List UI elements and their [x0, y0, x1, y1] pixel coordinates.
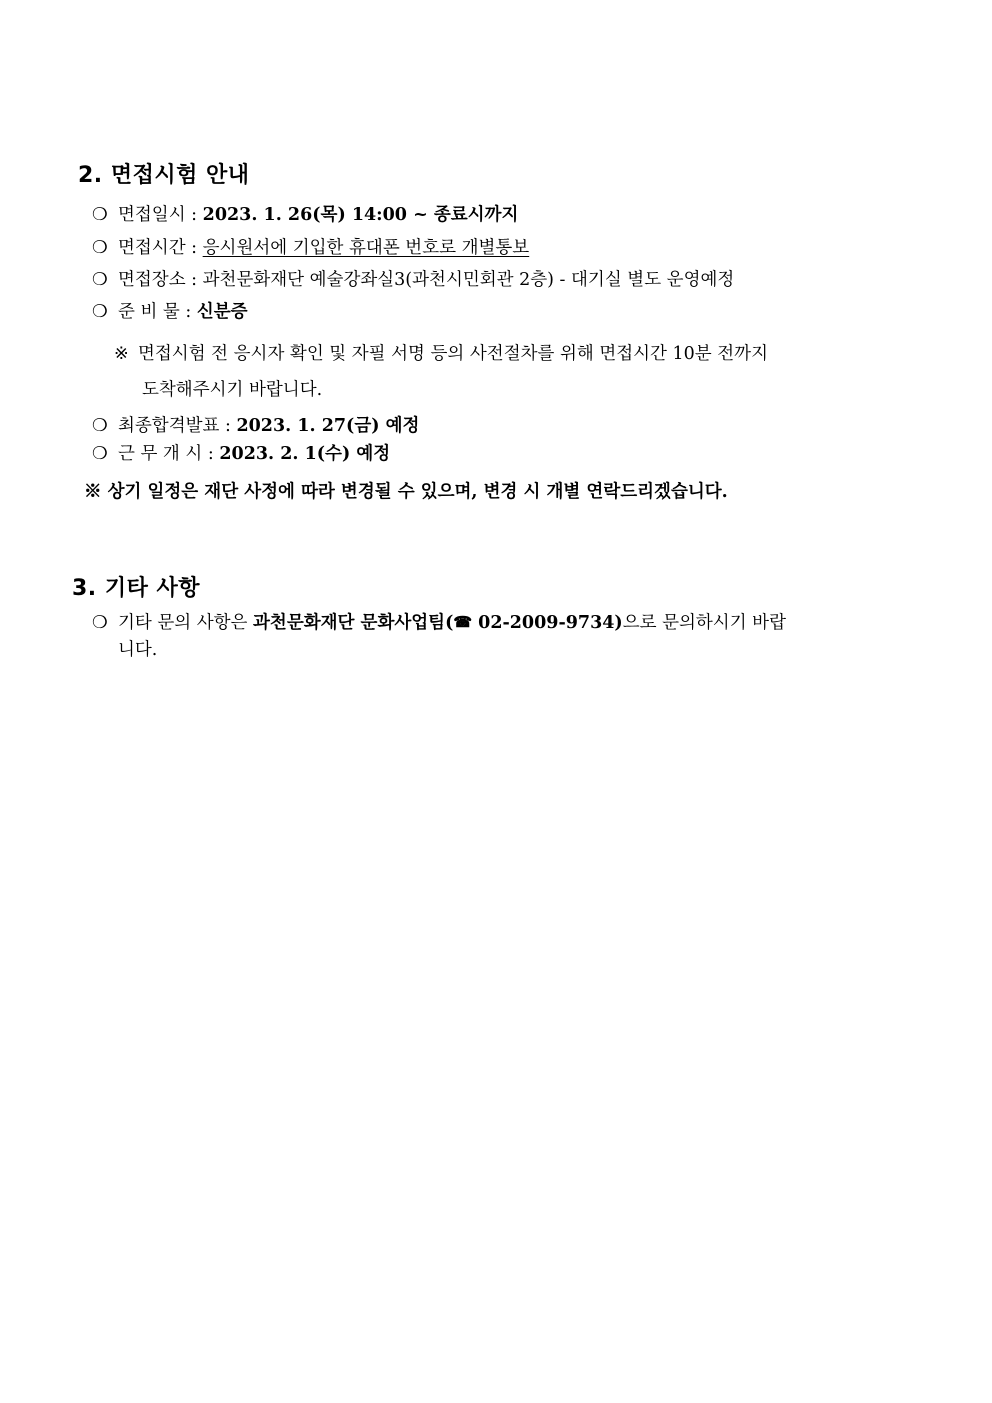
- note-text: 면접시험 전 응시자 확인 및 자필 서명 등의 사전절차를 위해 면접시간 10분 전까지: [138, 344, 768, 364]
- item-label: 면접시간 :: [118, 238, 203, 258]
- item-label: 면접일시 :: [118, 205, 203, 225]
- item-label: 준 비 물 :: [118, 302, 197, 322]
- item-final-announcement: [92, 414, 419, 438]
- bullet-icon: ❍: [92, 444, 108, 464]
- contact-line-1: [92, 610, 786, 635]
- section-2-heading: 2. 면접시험 안내: [78, 163, 250, 188]
- item-value: 2023. 1. 27(금) 예정: [236, 416, 420, 436]
- section-3-heading: 3. 기타 사항: [72, 576, 200, 601]
- bullet-icon: ❍: [92, 302, 108, 322]
- item-value: 2023. 2. 1(수) 예정: [219, 444, 391, 464]
- bullet-icon: ❍: [92, 270, 108, 290]
- item-interview-place: [92, 268, 734, 292]
- item-interview-datetime: [92, 203, 518, 227]
- phone-icon: ☎: [453, 613, 473, 631]
- schedule-change-note: ※ 상기 일정은 재단 사정에 따라 변경될 수 있으며, 변경 시 개별 연락드리겠습니다.: [84, 482, 728, 502]
- item-value: 2023. 1. 26(목) 14:00 ~ 종료시까지: [202, 205, 519, 225]
- contact-text-cont: 니다.: [118, 640, 158, 660]
- item-label: 근 무 개 시 :: [118, 444, 220, 464]
- contact-text-after: 으로 문의하시기 바랍: [622, 613, 786, 633]
- note-text: 도착해주시기 바랍니다.: [142, 380, 323, 400]
- item-value: 신분증: [196, 302, 248, 322]
- bullet-icon: ❍: [92, 416, 108, 436]
- note-line-1: [114, 342, 768, 366]
- item-label: 면접장소 :: [118, 270, 203, 290]
- contact-text: 기타 문의 사항은: [118, 613, 254, 633]
- item-work-start: [92, 442, 390, 466]
- item-label: 최종합격발표 :: [118, 416, 237, 436]
- contact-phone: 02-2009-9734): [472, 613, 623, 633]
- contact-team: 과천문화재단 문화사업팀(: [253, 613, 454, 633]
- item-value: 과천문화재단 예술강좌실3(과천시민회관 2층) - 대기실 별도 운영예정: [202, 270, 735, 290]
- bullet-icon: ❍: [92, 205, 108, 225]
- item-materials: [92, 300, 248, 324]
- bullet-icon: ❍: [92, 613, 108, 633]
- item-interview-time: [92, 236, 529, 260]
- item-value: 응시원서에 기입한 휴대폰 번호로 개별통보: [202, 238, 530, 258]
- bullet-icon: ❍: [92, 238, 108, 258]
- reference-mark-icon: ※: [114, 344, 129, 364]
- note-line-2: [142, 378, 322, 402]
- contact-line-2: [118, 638, 157, 662]
